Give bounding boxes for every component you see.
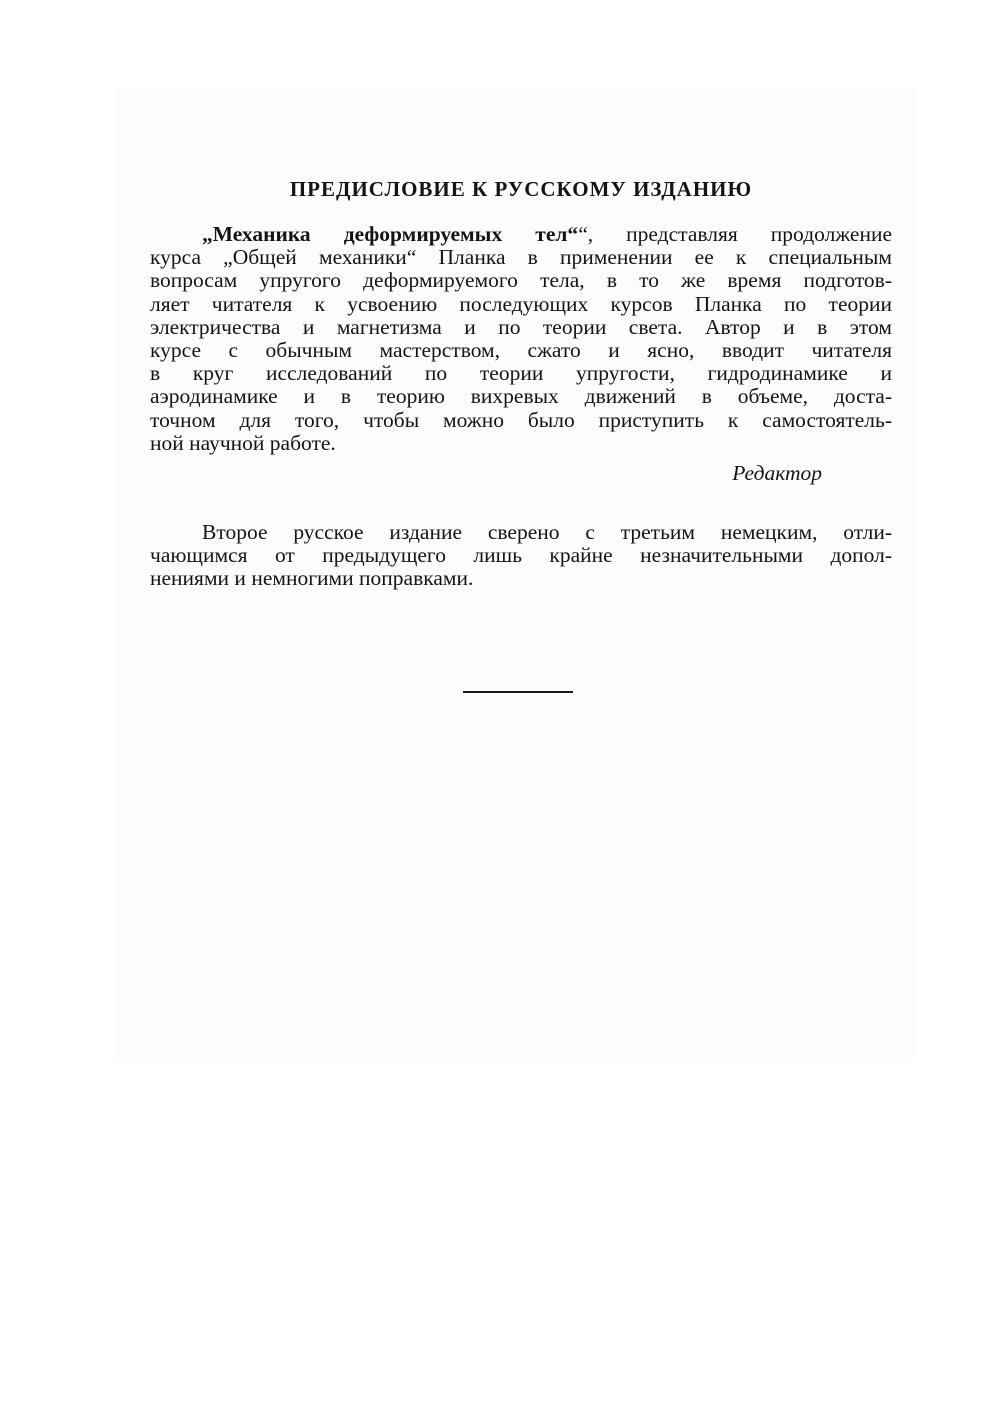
paragraph-line: Второе русское издание сверено с третьим немецким, отли-	[202, 520, 892, 545]
paragraph-line: чающимся от предыдущего лишь крайне незначительными допол-	[150, 543, 892, 568]
book-title: „Механика деформируемых тел“	[202, 222, 579, 246]
section-divider	[463, 691, 573, 693]
line-text: “, представляя продолжение	[578, 222, 892, 246]
paragraph-line: электричества и магнетизма и по теории света. Автор и в этом	[150, 314, 892, 339]
paragraph-line: вопросам упругого деформируемого тела, в то же время подготов-	[150, 268, 892, 293]
paragraph-line: ной научной работе.	[150, 430, 336, 455]
preface-heading: ПРЕДИСЛОВИЕ К РУССКОМУ ИЗДАНИЮ	[289, 177, 753, 201]
paragraph-line: в круг исследований по теории упругости, гидродинамике и	[150, 361, 892, 386]
second-edition-note	[150, 521, 892, 591]
document-page	[150, 168, 892, 591]
paragraph-line: точном для того, чтобы можно было приступить к самостоятель-	[150, 407, 892, 432]
paragraph-line: аэродинамике и в теорию вихревых движений в объеме, доста-	[150, 384, 892, 409]
paragraph-line	[150, 223, 892, 246]
preface-paragraph	[150, 223, 892, 455]
paragraph-line: курса „Общей механики“ Планка в применении ее к специальным	[150, 245, 892, 270]
paragraph-line: курсе с обычным мастерством, сжато и ясно, вводит читателя	[150, 338, 892, 363]
paragraph-line: ляет читателя к усвоению последующих курсов Планка по теории	[150, 291, 892, 316]
editor-signature: Редактор	[732, 461, 822, 486]
paragraph-line: нениями и немногими поправками.	[150, 566, 474, 591]
